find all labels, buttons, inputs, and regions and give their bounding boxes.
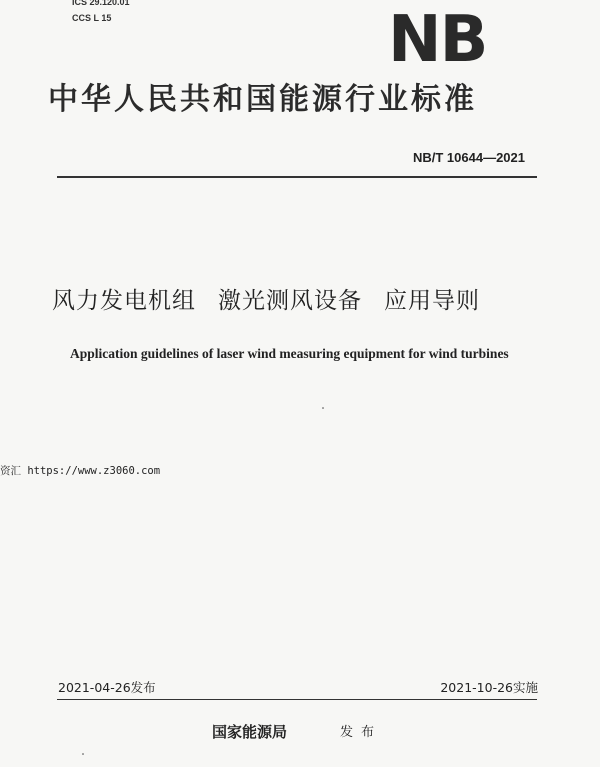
- scan-speck: [82, 753, 84, 755]
- header-divider: [57, 176, 537, 178]
- chinese-title-part-1: 风力发电机组: [52, 288, 196, 314]
- footer-divider: [57, 699, 537, 700]
- ccs-code: CCS L 15: [72, 13, 112, 23]
- ics-code: ICS 29.120.01: [72, 0, 130, 7]
- watermark-link[interactable]: 资汇 https://www.z3060.com: [0, 465, 161, 477]
- chinese-title: [52, 286, 552, 316]
- english-title: Application guidelines of laser wind measuring equipment for wind turbines: [70, 346, 509, 361]
- issue-label: 发布: [340, 725, 383, 740]
- nb-logo: NB: [388, 3, 487, 77]
- scan-speck: [322, 407, 324, 409]
- chinese-title-part-3: 应用导则: [384, 288, 480, 314]
- standard-number: NB/T 10644—2021: [412, 150, 525, 165]
- chinese-title-part-2: 激光测风设备: [218, 288, 362, 314]
- implement-date: 2021-10-26实施: [440, 680, 538, 695]
- publish-date: 2021-04-26发布: [58, 680, 156, 695]
- issuing-authority: 国家能源局: [212, 723, 288, 741]
- industry-standard-heading: 中华人民共和国能源行业标准: [48, 82, 477, 117]
